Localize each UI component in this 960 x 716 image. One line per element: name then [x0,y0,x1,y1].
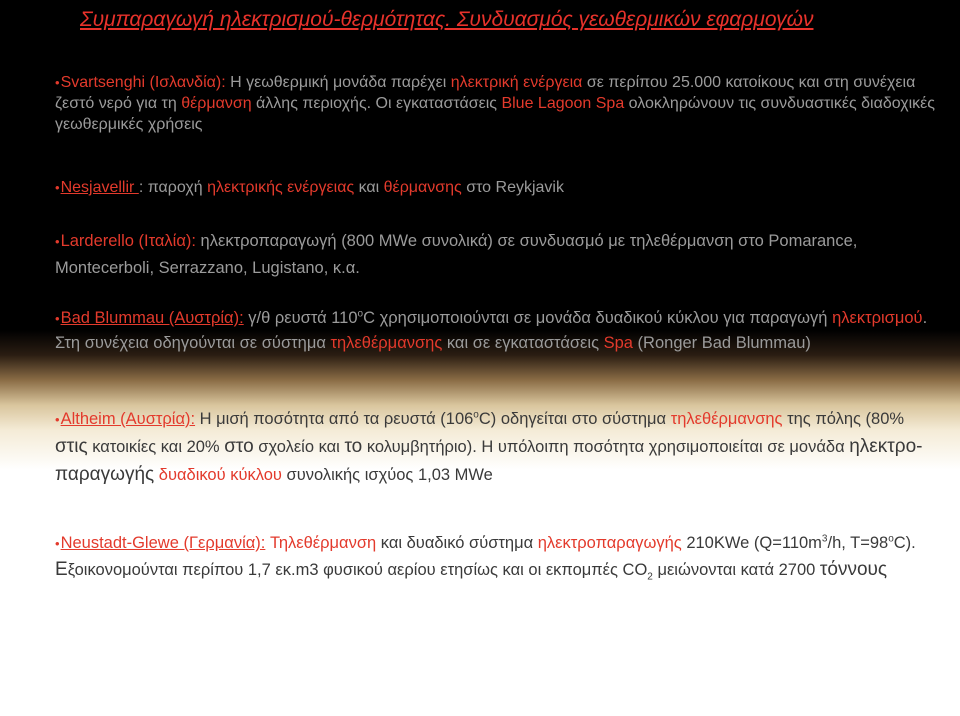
highlight: τηλεθέρμανσης [670,410,783,428]
text: Ε [55,559,68,580]
text: (Ronger Bad Blummau) [632,334,811,352]
text: C) οδηγείται στο σύστημα [478,410,671,428]
text: και δυαδικό σύστημα [376,534,538,552]
text: σχολείο και [253,438,345,456]
highlight: θέρμανση [181,95,252,112]
text: το [344,436,363,457]
slide-title: Συμπαραγωγή ηλεκτρισμού-θερμότητας. Συνδυασμός γεωθερμικών εφαρμογών [80,8,814,31]
text: C). [893,534,916,552]
superscript: o [888,533,894,545]
paragraph-svartsenghi [55,72,935,135]
superscript: o [473,409,479,421]
paragraph-larderello [55,228,935,282]
location-altheim: Altheim (Αυστρία): [60,410,196,428]
text: στο [224,436,254,457]
location-nesjavellir: Nesjavellir [60,179,139,196]
paragraph-altheim [55,406,935,489]
paragraph-nesjavellir [55,177,935,198]
bullet: • [55,75,60,90]
text: /h, T=98 [827,534,889,552]
text: κολυμβητήριο). Η υπόλοιπη ποσότητα χρησιμοποιείται σε μονάδα [362,438,850,456]
paragraph-neustadt-glewe [55,530,935,583]
location-larderello: Larderello (Ιταλία): [60,232,196,250]
text: 210KWe (Q=110m [681,534,822,552]
superscript: 3 [821,533,828,545]
highlight: ηλεκτρικής ενέργειας [207,179,355,196]
location-neustadt-glewe: Neustadt-Glewe (Γερμανία): [60,534,266,552]
text: της πόλης (80% [782,410,905,428]
paragraph-bad-blummau [55,306,935,356]
text: ξοικονομούνται περίπου 1,7 εκ.m3 φυσικού αερίου ετησίως και οι εκπομπές CO [67,561,648,579]
text: συνολικής ισχύος 1,03 MWe [281,466,493,484]
highlight: Τηλεθέρμανση [269,534,377,552]
bullet: • [55,536,60,551]
text: κατοικίες και 20% [87,438,225,456]
highlight: Spa [603,334,633,352]
highlight: δυαδικού κύκλου [158,466,282,484]
text: στο Reykjavik [461,179,564,196]
highlight: ηλεκτρισμού [832,309,923,327]
subscript: 2 [647,571,653,583]
highlight: ηλεκτροπαραγωγής [537,534,682,552]
text: Η μισή ποσότητα από τα ρευστά (106 [195,410,474,428]
text: Η γεωθερμική μονάδα παρέχει [225,74,451,91]
text: : παροχή [138,179,208,196]
highlight: ηλεκτρική ενέργεια [450,74,583,91]
text: ολοκληρώνουν τις συνδυαστικές διαδοχικές γεωθερμικές χρήσεις [55,95,935,133]
text: άλλης περιοχής. Οι εγκαταστάσεις [251,95,502,112]
highlight: θέρμανσης [383,179,462,196]
text: . Στη συνέχεια οδηγούνται σε σύστημα [55,309,928,352]
superscript: o [357,308,364,320]
highlight: τηλεθέρμανσης [330,334,443,352]
bullet: • [55,180,60,195]
text: τόννους [819,559,888,580]
text: μειώνονται κατά 2700 [652,561,820,579]
bullet: • [55,311,60,326]
text: στις [55,436,88,457]
text: ηλεκτρο-παραγωγής [55,436,923,485]
text: γ/θ ρευστά 110 [243,309,358,327]
highlight: Blue Lagoon Spa [501,95,625,112]
location-svartsenghi: Svartsenghi (Ισλανδία): [60,74,226,91]
text: σε περίπου 25.000 κατοίκους και στη συνέχεια ζεστό νερό για τη [55,74,916,112]
text: C χρησιμοποιούνται σε μονάδα δυαδικού κύκλου για παραγωγή [363,309,833,327]
bullet: • [55,234,60,249]
bullet: • [55,412,60,427]
location-bad-blummau: Bad Blummau (Αυστρία): [60,309,244,327]
text: και σε εγκαταστάσεις [442,334,604,352]
text: και [354,179,384,196]
text: ηλεκτροπαραγωγή (800 MWe συνολικά) σε συνδυασμό με τηλεθέρμανση στο Pomarance, Montecerboli, Serrazzano, Lugistano, κ.α. [55,232,858,277]
